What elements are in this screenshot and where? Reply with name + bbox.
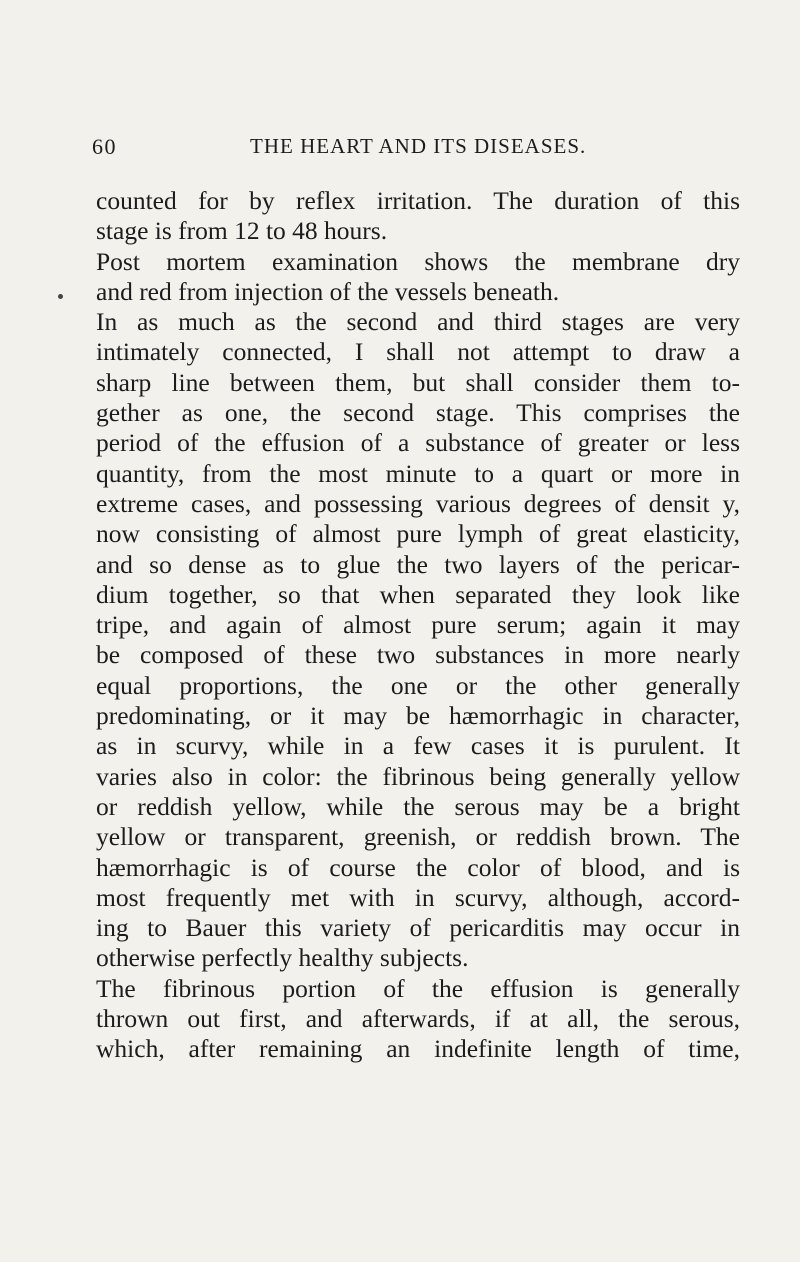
text-line: extreme cases, and possessing various degrees of densit y, [96,488,740,518]
text-line: intimately connected, I shall not attempt to draw a [96,337,740,367]
text-line: or reddish yellow, while the serous may be a bright [96,791,740,821]
text-line: period of the effusion of a substance of greater or less [96,428,740,458]
running-title: THE HEART AND ITS DISEASES. [250,134,587,158]
text-line: and red from injection of the vessels beneath. [96,276,560,306]
text-line: most frequently met with in scurvy, although, accord- [96,882,740,912]
text-line: varies also in color: the fibrinous being generally yellow [96,761,740,791]
text-line: In as much as the second and third stages are very [96,307,740,337]
margin-mark [58,294,63,299]
page-number: 60 [92,134,117,159]
text-line: ing to Bauer this variety of pericarditis may occur in [96,913,740,943]
text-line: counted for by reflex irritation. The duration of this [96,186,740,215]
text-line: otherwise perfectly healthy subjects. [96,943,469,973]
text-line: hæmorrhagic is of course the color of blood, and is [96,852,740,882]
text-line: gether as one, the second stage. This comprises the [96,398,740,428]
text-line: which, after remaining an indefinite length of time, [96,1034,740,1064]
text-line: dium together, so that when separated they look like [96,579,740,609]
text-line: as in scurvy, while in a few cases it is purulent. It [96,731,740,761]
text-line: yellow or transparent, greenish, or reddish brown. The [96,822,740,852]
text-line: equal proportions, the one or the other generally [96,670,740,700]
text-line: quantity, from the most minute to a quart or more in [96,458,740,488]
text-line: and so dense as to glue the two layers of the pericar- [96,549,740,579]
text-line: predominating, or it may be hæmorrhagic in character, [96,701,740,731]
text-line: now consisting of almost pure lymph of great elasticity, [96,519,740,549]
text-line: sharp line between them, but shall consider them to- [96,367,740,397]
text-line: thrown out first, and afterwards, if at all, the serous, [96,1004,740,1034]
text-line: The fibrinous portion of the effusion is generally [96,973,740,1003]
body-text [96,186,740,1065]
text-line: be composed of these two substances in more nearly [96,640,740,670]
text-line: tripe, and again of almost pure serum; again it may [96,610,740,640]
text-line: Post mortem examination shows the membrane dry [96,246,740,276]
running-head [92,134,738,170]
text-line: stage is from 12 to 48 hours. [96,216,388,246]
